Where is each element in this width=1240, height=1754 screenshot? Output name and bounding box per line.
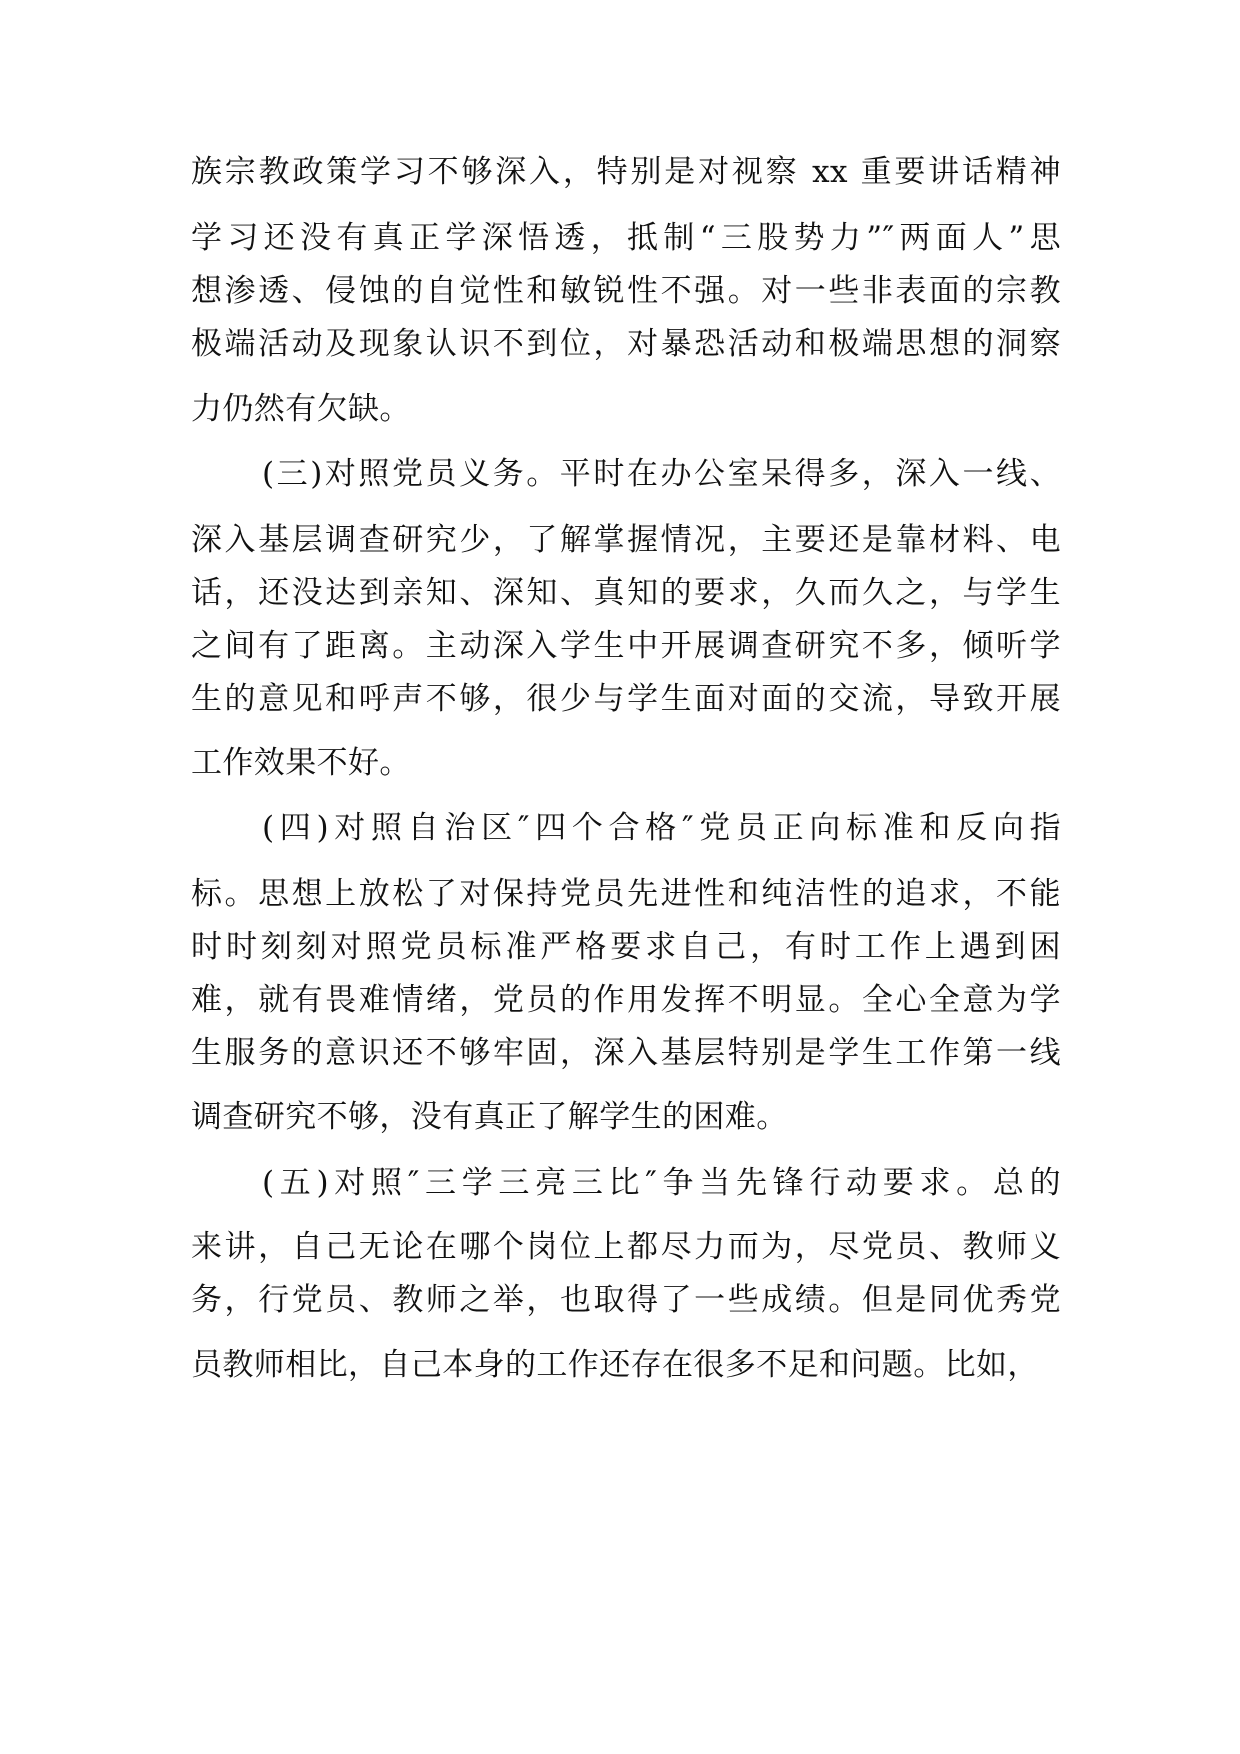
text-line: 力仍然有欠缺。	[191, 391, 411, 427]
paragraph-heading-3: (三)对照党员义务。平时在办公室呆得多，深入一线、	[262, 456, 1061, 492]
text-line: 深入基层调查研究少，了解掌握情况，主要还是靠材料、电	[191, 522, 1061, 558]
text-line: 话，还没达到亲知、深知、真知的要求，久而久之，与学生	[191, 575, 1061, 611]
text-line: 学习还没有真正学深悟透，抵制“三股势力”″两面人”思	[191, 220, 1061, 256]
paragraph-heading-4: (四)对照自治区″四个合格″党员正向标准和反向指	[262, 810, 1061, 846]
paragraph-heading-5: (五)对照″三学三亮三比″争当先锋行动要求。总的	[262, 1165, 1061, 1201]
text-line: 时时刻刻对照党员标准严格要求自己，有时工作上遇到困	[191, 929, 1061, 965]
text-line: 难，就有畏难情绪，党员的作用发挥不明显。全心全意为学	[191, 982, 1061, 1018]
text-line: 想渗透、侵蚀的自觉性和敏锐性不强。对一些非表面的宗教	[191, 273, 1061, 309]
text-line: 工作效果不好。	[191, 745, 411, 781]
text-line: 之间有了距离。主动深入学生中开展调查研究不多，倾听学	[191, 628, 1061, 664]
text-line: 族宗教政策学习不够深入，特别是对视察 xx 重要讲话精神	[191, 154, 1061, 190]
text-line: 极端活动及现象认识不到位，对暴恐活动和极端思想的洞察	[191, 326, 1061, 362]
text-line: 来讲，自己无论在哪个岗位上都尽力而为，尽党员、教师义	[191, 1229, 1061, 1265]
text-line: 标。思想上放松了对保持党员先进性和纯洁性的追求，不能	[191, 876, 1061, 912]
text-line: 生服务的意识还不够牢固，深入基层特别是学生工作第一线	[191, 1035, 1061, 1071]
text-line: 员教师相比，自己本身的工作还存在很多不足和问题。比如，	[191, 1347, 1039, 1383]
text-line: 调查研究不够，没有真正了解学生的困难。	[191, 1099, 788, 1135]
text-line: 务，行党员、教师之举，也取得了一些成绩。但是同优秀党	[191, 1282, 1061, 1318]
text-line: 生的意见和呼声不够，很少与学生面对面的交流，导致开展	[191, 681, 1061, 717]
